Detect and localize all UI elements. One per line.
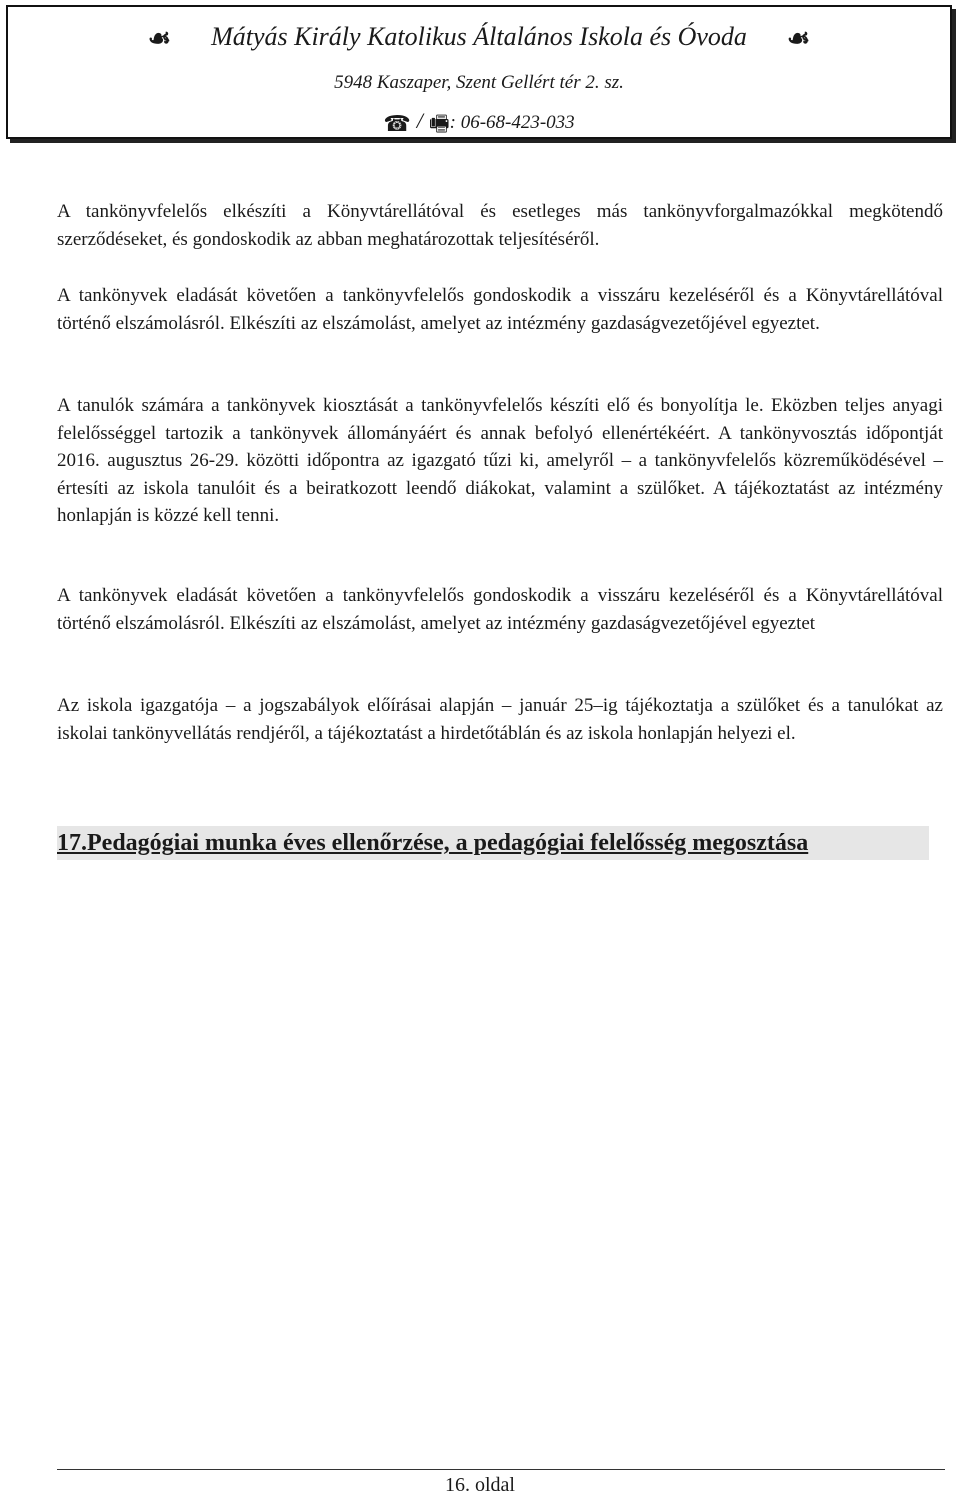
ornament-right-icon: ☙ (786, 24, 811, 54)
school-name: Mátyás Király Katolikus Általános Iskola és Óvoda (211, 22, 747, 51)
telephone-icon: ☎ (383, 110, 411, 136)
ornament-left-icon: ☙ (147, 24, 172, 54)
section-heading: 17.Pedagógiai munka éves ellenőrzése, a pedagógiai felelősség megosztása (57, 826, 929, 860)
school-address: 5948 Kaszaper, Szent Gellért tér 2. sz. (334, 72, 624, 93)
paragraph-distribution: A tanulók számára a tankönyvek kiosztását a tankönyvfelelős készíti elő és bonyolítja le. Eközben teljes anyagi felelősséggel tartozik a tankönyvek állományáért és annak befolyó ellenértékéért. A tankönyvosztás időpontját 2016. augusztus 26-29. közötti időpontra az igazgató tűzi ki, amelyről – a tankönyvfelelős közreműködésével – értesíti az iskola tanulóit és a beiratkozott leendő diákokat, valamint a szülőket. A tájékoztatást az intézmény honlapján is közzé kell tenni. (57, 395, 943, 526)
footer-divider (57, 1469, 945, 1470)
paragraph-contracts: A tankönyvfelelős elkészíti a Könyvtárellátóval és esetleges más tankönyvforgalmazókkal megkötendő szerződéseket, és gondoskodik az abban meghatározottak teljesítéséről. (57, 201, 943, 250)
school-name-line (8, 17, 950, 59)
paragraph-principal-notice: Az iskola igazgatója – a jogszabályok előírásai alapján – január 25–ig tájékoztatja a szülőket és a tanulókat az iskolai tankönyvellátás rendjéről, a tájékoztatást a hirdetőtáblán és az iskola honlapján helyezi el. (57, 695, 943, 744)
page-number: 16. oldal (445, 1474, 515, 1496)
contact-line (8, 107, 950, 138)
phone-number: 06-68-423-033 (460, 112, 575, 133)
fax-icon: 🖷 (428, 110, 450, 136)
contact-colon: : (449, 112, 456, 133)
paragraph-returns: A tankönyvek eladását követően a tankönyvfelelős gondoskodik a visszáru kezeléséről és a Könyvtárellátóval történő elszámolásról. Elkészíti az elszámolást, amelyet az intézmény gazdaságvezetőjével egyeztet. (57, 285, 943, 334)
contact-separator: / (416, 108, 423, 133)
letterhead (6, 5, 952, 139)
paragraph-returns-repeat: A tankönyvek eladását követően a tankönyvfelelős gondoskodik a visszáru kezeléséről és a Könyvtárellátóval történő elszámolásról. Elkészíti az elszámolást, amelyet az intézmény gazdaságvezetőjével egyeztet (57, 585, 943, 634)
